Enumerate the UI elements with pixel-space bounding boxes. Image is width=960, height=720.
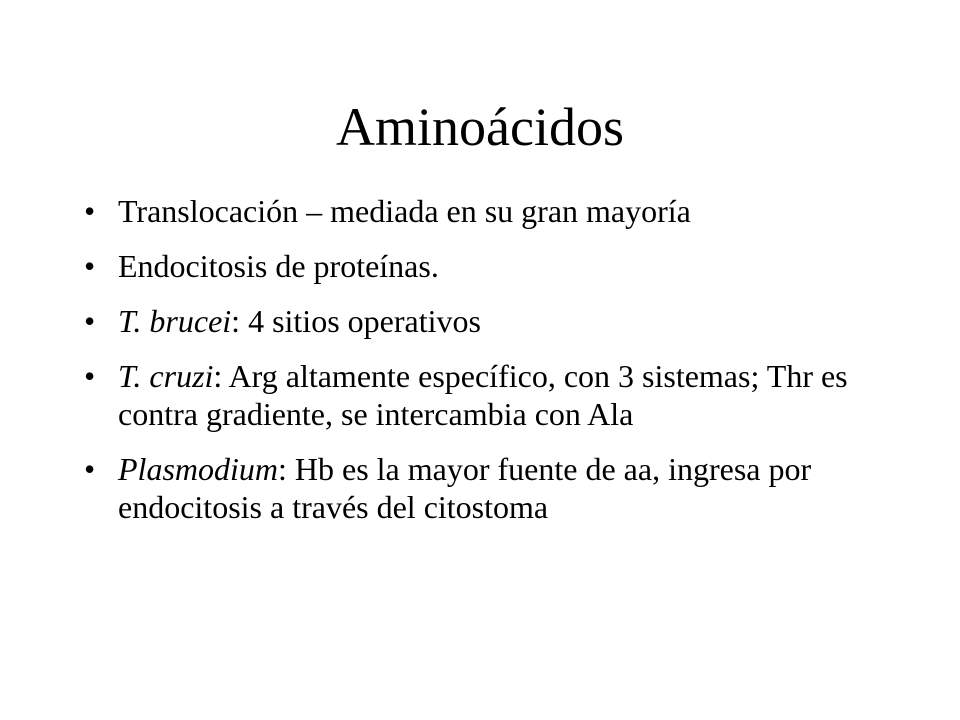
- bullet-list: [80, 192, 910, 543]
- bullet-text: : Arg altamente específico, con 3 sistemas; Thr es contra gradiente, se intercambia con Ala: [118, 358, 848, 432]
- slide-title: Aminoácidos: [336, 97, 624, 157]
- bullet-italic-text: T. brucei: [118, 303, 232, 339]
- bullet-icon: •: [84, 193, 96, 229]
- bullet-item: [80, 192, 910, 230]
- bullet-icon: •: [84, 248, 96, 284]
- bullet-icon: •: [84, 303, 96, 339]
- bullet-icon: •: [84, 451, 96, 487]
- bullet-icon: •: [84, 358, 96, 394]
- bullet-text: Translocación – mediada en su gran mayoría: [118, 193, 691, 229]
- bullet-item: [80, 247, 910, 285]
- bullet-italic-text: Plasmodium: [118, 451, 278, 487]
- bullet-italic-text: T. cruzi: [118, 358, 214, 394]
- bullet-text: : 4 sitios operativos: [231, 303, 481, 339]
- bullet-text: : Hb es la mayor fuente de aa, ingresa por endocitosis a través del citostoma: [118, 451, 812, 525]
- bullet-text: Endocitosis de proteínas.: [118, 248, 439, 284]
- bullet-item: [80, 450, 910, 526]
- bullet-item: [80, 302, 910, 340]
- bullet-item: [80, 357, 910, 433]
